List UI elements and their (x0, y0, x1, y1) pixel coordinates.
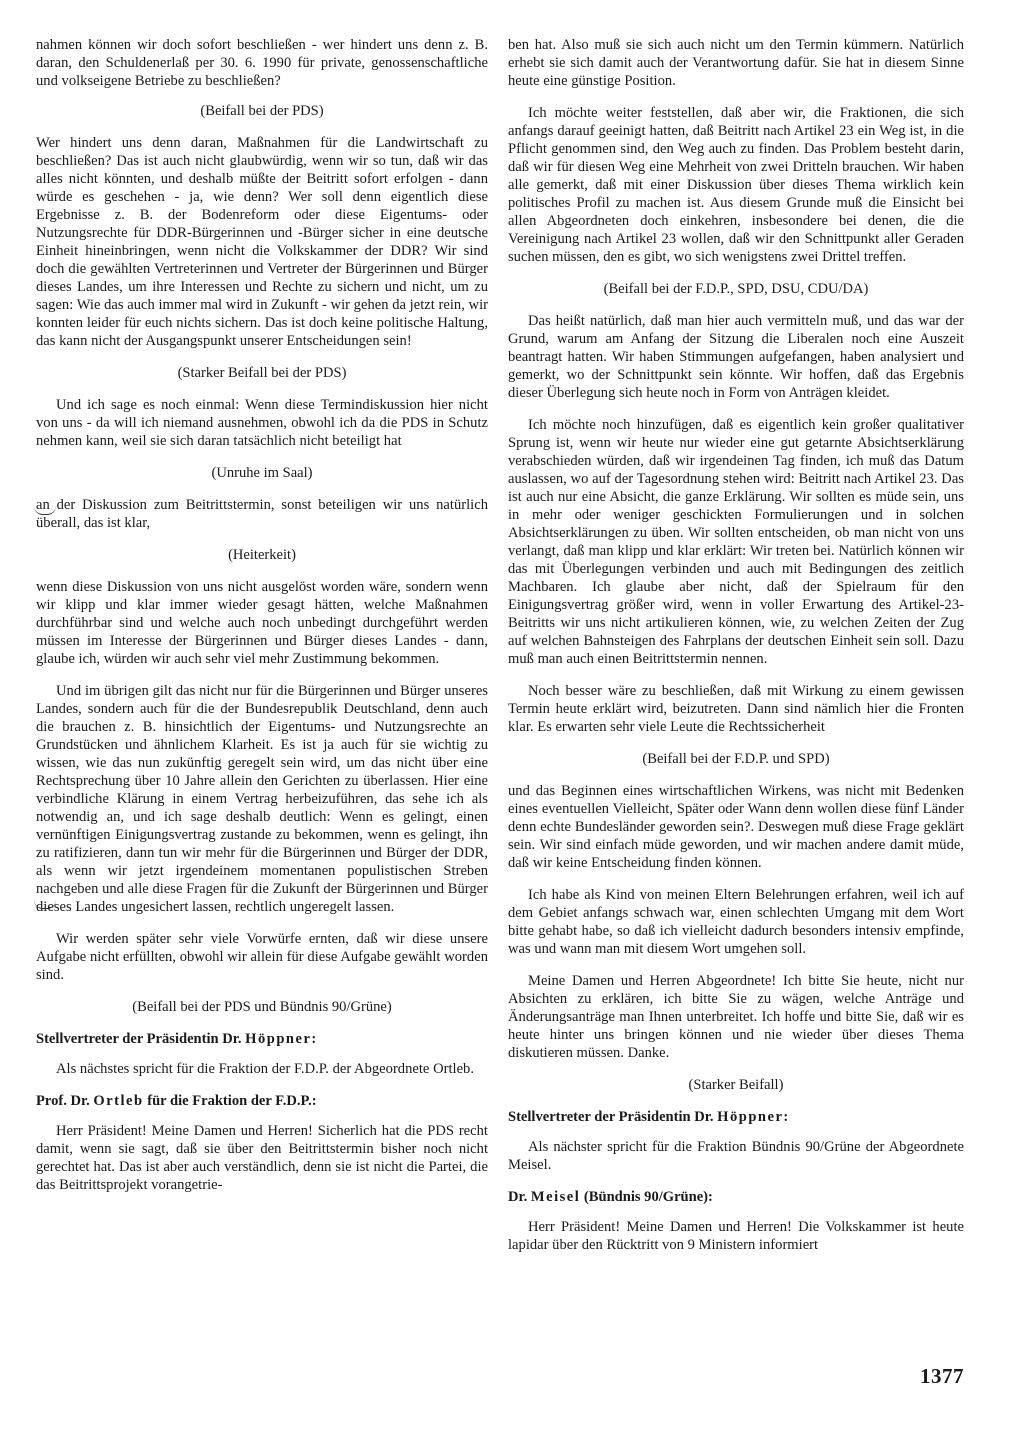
speaker-title: Dr. (508, 1189, 531, 1205)
speaker-name: Höppner (245, 1031, 312, 1047)
paragraph: und das Beginnen eines wirtschaftlichen Wirkens, was nicht mit Bedenken eines eventuellen Vielleicht, Später oder Wann denn wollen diese fünf Länder denn echte Bundesländer geworden sein?. Deswegen muß diese Frage geklärt sein. Wir sind einfach müde geworden, und wir machen andere damit müde, daß wir keine Entscheidung finden können. (508, 783, 964, 871)
speaker-heading (508, 1188, 964, 1206)
paragraph: nahmen können wir doch sofort beschließen - wer hindert uns denn z. B. daran, den Schuldenerlaß per 30. 6. 1990 für private, genossenschaftliche und volkseigene Betriebe zu beschließen? (36, 37, 488, 89)
audience-reaction: (Beifall bei der F.D.P., SPD, DSU, CDU/DA) (603, 281, 869, 297)
paragraph: Herr Präsident! Meine Damen und Herren! Die Volkskammer ist heute lapidar über den Rücktritt von 9 Ministern informiert (508, 1219, 964, 1253)
paragraph: Das heißt natürlich, daß man hier auch vermitteln muß, und das war der Grund, warum am Anfang der Sitzung die Liberalen noch eine Auszeit beantragt hatten. Wir haben Stimmungen aufgefangen, haben analysiert und gemerkt, wo der Schnittpunkt sein könnte. Wir hoffen, daß das Ergebnis dieser Überlegung sich heute noch in Form von Anträgen kleidet. (508, 313, 964, 401)
audience-reaction: (Starker Beifall bei der PDS) (177, 365, 347, 381)
paragraph: ben hat. Also muß sie sich auch nicht um den Termin kümmern. Natürlich erhebt sie sich damit auch der Verantwortung dafür. Sie hat in diesem Sinne heute eine günstige Position. (508, 37, 964, 89)
speaker-name: Höppner (717, 1109, 784, 1125)
paragraph: Wer hindert uns denn daran, Maßnahmen für die Landwirtschaft zu beschließen? Das ist auch nicht glaubwürdig, wenn wir so tun, daß wir das alles nicht könnten, und deshalb müßte der Beitritt sofort erfolgen - dann würde es geschehen - ja, wie denn? Wer soll denn eigentlich diese Ergebnisse z. B. der Bodenreform oder diese Eigentums- oder Nutzungsrechte für DDR-Bürgerinnen und -Bürger sicher in eine deutsche Einheit hineinbringen, wenn nicht die Volkskammer der DDR? Wir sind doch die gewählten Vertreterinnen und Vertreter der Bürgerinnen und Bürger dieses Landes, um ihre Interessen und Rechte zu sichern und nicht, um zu sagen: Wie das auch immer mal wird in Zukunft - wir gehen da jetzt rein, wir konnten leider für euch nichts sichern. Das ist doch keine politische Haltung, das kann nicht der Ausgangspunkt unserer Entscheidungen sein! (36, 135, 488, 349)
speaker-heading (36, 1030, 488, 1048)
paragraph: Ich möchte weiter feststellen, daß aber wir, die Fraktionen, die sich anfangs darauf geeinigt hatten, daß Beitritt nach Artikel 23 ein Weg ist, in die Pflicht genommen sind, den Weg auch zu finden. Das Problem besteht darin, daß wir für diesen Weg eine Mehrheit von zwei Dritteln brauchen. Wir haben alle gemerkt, daß mit einer Diskussion über dieses Thema wirklich kein politisches Profil zu machen ist. Aus diesem Grunde muß die Einsicht bei allen Abgeordneten doch einkehren, insbesondere bei denen, die die Vereinigung nach Artikel 23 wollen, daß wir den Schnittpunkt aller Geraden suchen müssen, den es gibt, wo sich wenigstens zwei Drittel treffen. (508, 105, 964, 265)
paragraph: Wir werden später sehr viele Vorwürfe ernten, daß wir diese unsere Aufgabe nicht erfüllten, obwohl wir allein für diese Aufgabe gewählt worden sind. (36, 931, 488, 983)
speaker-suffix: für die Fraktion der F.D.P.: (143, 1093, 317, 1109)
paragraph: Als nächstes spricht für die Fraktion der F.D.P. der Abgeordnete Ortleb. (56, 1061, 475, 1077)
paragraph: Ich möchte noch hinzufügen, daß es eigentlich kein großer qualitativer Sprung ist, wenn wir heute nur wieder eine gut getarnte Absichtserklärung verabschieden würden, daß wir irgendeinen Tag finden, ich muß das Datum auslassen, wo auf der Tagesordnung stehen wird: Beitritt nach Artikel 23. Das ist auch nur eine Absicht, die ganze Erklärung. Wir sollten es müde sein, uns in mehr oder weniger geschickten Formulierungen und in solchen Absichtserklärungen zu üben. Wir sollten entscheiden, ob man nicht von uns verlangt, daß man klipp und klar erklärt: Wir treten bei. Natürlich können wir das mit Überlegungen verbinden und auch mit Bedingungen des zeitlich Machbaren. Ich glaube aber nicht, daß der Spielraum für den Einigungsvertrag größer wird, wenn in voller Erwartung des Artikel-23-Beitritts wir uns nicht artikulieren können, wie, zu welchen Zeiten der Zug auf welchen Bahnsteigen des Fahrplans der deutschen Einheit sein soll. Dazu muß man auch einen Beitrittstermin nennen. (508, 417, 964, 667)
speaker-name: Meisel (530, 1189, 581, 1205)
audience-reaction: (Unruhe im Saal) (211, 465, 313, 481)
audience-reaction: (Starker Beifall) (688, 1077, 784, 1093)
left-column (36, 36, 488, 1208)
speaker-heading (36, 1092, 488, 1110)
speaker-name: Ortleb (93, 1093, 144, 1109)
audience-reaction: (Beifall bei der PDS und Bündnis 90/Grüne) (132, 999, 392, 1015)
paragraph: Ich habe als Kind von meinen Eltern Belehrungen erfahren, weil ich auf dem Gebiet anfangs schwach war, einen schlechten Umgang mit dem Wort bitte gehabt habe, so daß ich vielleicht dadurch besonders intensiv empfinde, was und wann man mit diesem Wort umgehen soll. (508, 887, 964, 957)
paragraph: Und ich sage es noch einmal: Wenn diese Termindiskussion hier nicht von uns - da will ich niemand ausnehmen, obwohl ich da die PDS in Schutz nehmen kann, weil sie sich daran tatsächlich nicht beteiligt hat (36, 397, 488, 449)
page-number: 1377 (920, 1364, 964, 1388)
paragraph: Herr Präsident! Meine Damen und Herren! Sicherlich hat die PDS recht damit, wenn sie sagt, daß sie über den Beitrittstermin bisher noch nicht gerechtet hat. Das ist aber auch verständlich, denn sie ist nicht die Partei, die das Beitrittsprojekt vorangetrie- (36, 1123, 488, 1193)
paragraph: Meine Damen und Herren Abgeordnete! Ich bitte Sie heute, nicht nur Absichten zu erklären, ich bitte Sie zu wägen, welche Anträge und Änderungsanträge man Ihnen unterbreitet. Ich hoffe und bitte Sie, daß wir es heute hinter uns bringen können und nie wieder über dieses Thema diskutieren müssen. Danke. (508, 973, 964, 1061)
paragraph: Und im übrigen gilt das nicht nur für die Bürgerinnen und Bürger unseres Landes, sondern auch für die der Bundesrepublik Deutschland, denn auch die brauchen z. B. hinsichtlich der Eigentums- und Nutzungsrechte an Grundstücken und ähnlichem Klarheit. Es ist ja auch für sie wichtig zu wissen, wie das nun zukünftig geregelt sein wird, um das nicht über eine Rechtsprechung über 10 Jahre allein den Gerichten zu überlassen. Hier eine verbindliche Klärung in einem Vertrag herbeizuführen, das sehe ich als notwendig an, und ich sage deshalb deutlich: Wenn es gelingt, einen vernünftigen Einigungsvertrag zustande zu bekommen, wenn es gelingt, ihn zu ratifizieren, dann tun wir mehr für die Bürgerinnen und Bürger der DDR, als wenn wir jetzt irgendeinem momentanen populistischen Streben nachgeben und alle diese Fragen für die Zukunft der Bürgerinnen und Bürger dieses Landes ungesichert lassen, rechtlich ungeregelt lassen. (36, 683, 488, 915)
speaker-title: Prof. Dr. (36, 1093, 94, 1109)
speaker-suffix: : (311, 1031, 317, 1047)
speaker-heading (508, 1108, 964, 1126)
speaker-title: Stellvertreter der Präsidentin Dr. (508, 1109, 718, 1125)
right-column (508, 36, 964, 1268)
speaker-title: Stellvertreter der Präsidentin Dr. (36, 1031, 246, 1047)
audience-reaction: (Beifall bei der PDS) (200, 103, 324, 119)
audience-reaction: (Heiterkeit) (228, 547, 296, 563)
paragraph: Noch besser wäre zu beschließen, daß mit Wirkung zu einem gewissen Termin heute erklärt wird, beizutreten. Dann sind nämlich hier die Fronten klar. Es erwarten sehr viele Leute die Rechtssicherheit (508, 683, 964, 735)
paragraph: Als nächster spricht für die Fraktion Bündnis 90/Grüne der Abgeordnete Meisel. (508, 1139, 964, 1173)
paragraph: wenn diese Diskussion von uns nicht ausgelöst worden wäre, sondern wenn wir klipp und klar immer wieder gesagt hätten, welche Maßnahmen durchführbar sind und welche auch noch unbedingt durchgeführt werden müssen im Interesse der Bürgerinnen und Bürger dieses Landes - dann, glaube ich, würden wir auch sehr viel mehr Zustimmung bekommen. (36, 579, 488, 667)
audience-reaction: (Beifall bei der F.D.P. und SPD) (642, 751, 830, 767)
speaker-suffix: : (783, 1109, 789, 1125)
speaker-suffix: (Bündnis 90/Grüne): (580, 1189, 713, 1205)
paragraph: an der Diskussion zum Beitrittstermin, sonst beteiligen wir uns natürlich überall, das ist klar, (36, 497, 488, 531)
